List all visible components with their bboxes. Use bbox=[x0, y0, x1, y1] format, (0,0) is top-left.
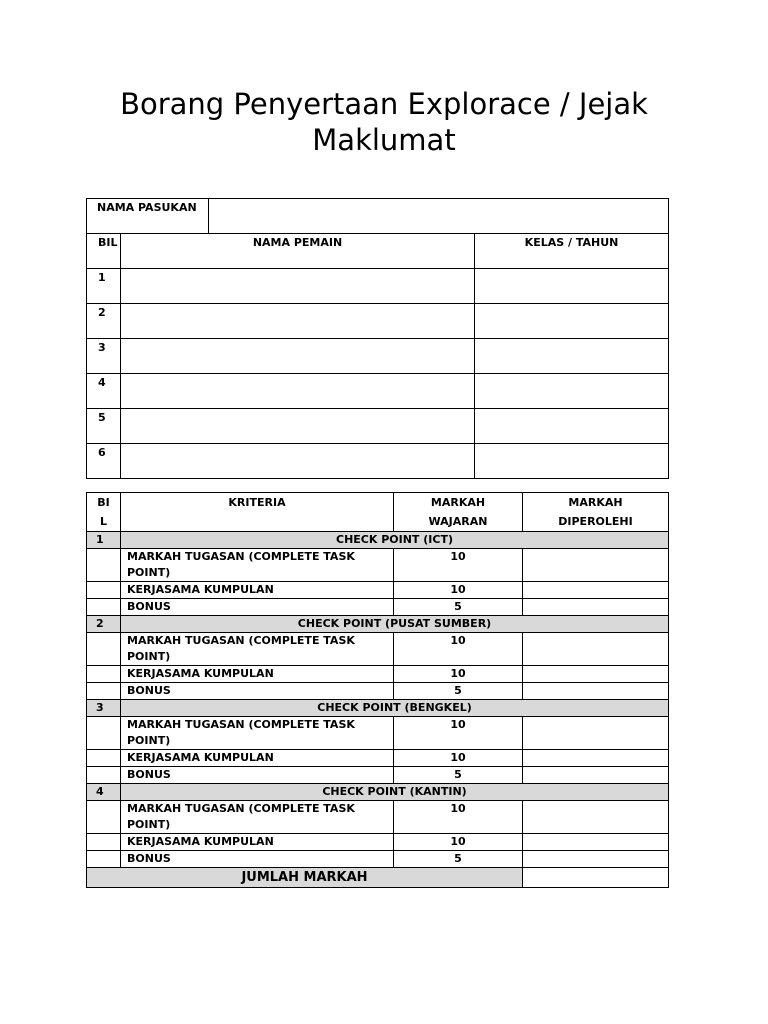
obtained-score-field[interactable] bbox=[523, 750, 669, 767]
score-table bbox=[86, 492, 669, 888]
class-year-field[interactable] bbox=[475, 304, 669, 339]
team-member-number: 5 bbox=[87, 409, 121, 444]
weight-value: 10 bbox=[394, 633, 523, 666]
team-table bbox=[86, 198, 669, 479]
criteria-label: BONUS bbox=[121, 851, 394, 868]
team-name-label: NAMA PASUKAN bbox=[87, 199, 209, 234]
criteria-row bbox=[87, 666, 669, 683]
criteria-blank-cell bbox=[87, 767, 121, 784]
criteria-row bbox=[87, 582, 669, 599]
player-name-field[interactable] bbox=[121, 444, 475, 479]
bil-line1: BI bbox=[97, 496, 110, 509]
checkpoint-number: 3 bbox=[87, 700, 121, 717]
weight-header-line2: WAJARAN bbox=[428, 515, 488, 528]
obtained-header-line2: DIPEROLEHI bbox=[558, 515, 633, 528]
criteria-blank-cell bbox=[87, 851, 121, 868]
criteria-blank-cell bbox=[87, 599, 121, 616]
criteria-label: BONUS bbox=[121, 767, 394, 784]
player-name-field[interactable] bbox=[121, 304, 475, 339]
weight-value: 10 bbox=[394, 717, 523, 750]
class-year-field[interactable] bbox=[475, 444, 669, 479]
criteria-label: MARKAH TUGASAN (COMPLETE TASK POINT) bbox=[121, 633, 394, 666]
checkpoint-name: CHECK POINT (PUSAT SUMBER) bbox=[121, 616, 669, 633]
team-name-row bbox=[87, 199, 669, 234]
team-header-row bbox=[87, 234, 669, 269]
score-header-row bbox=[87, 493, 669, 532]
criteria-blank-cell bbox=[87, 582, 121, 599]
criteria-label: BONUS bbox=[121, 683, 394, 700]
obtained-score-field[interactable] bbox=[523, 851, 669, 868]
team-member-number: 3 bbox=[87, 339, 121, 374]
criteria-blank-cell bbox=[87, 633, 121, 666]
weight-value: 10 bbox=[394, 834, 523, 851]
criteria-row bbox=[87, 851, 669, 868]
checkpoint-row bbox=[87, 784, 669, 801]
team-member-number: 6 bbox=[87, 444, 121, 479]
team-member-row bbox=[87, 339, 669, 374]
obtained-score-field[interactable] bbox=[523, 683, 669, 700]
class-year-field[interactable] bbox=[475, 269, 669, 304]
player-name-field[interactable] bbox=[121, 409, 475, 444]
weight-value: 5 bbox=[394, 767, 523, 784]
criteria-blank-cell bbox=[87, 717, 121, 750]
checkpoint-row bbox=[87, 616, 669, 633]
bil-line2: L bbox=[99, 515, 107, 528]
weight-header bbox=[394, 493, 523, 532]
criteria-label: KERJASAMA KUMPULAN bbox=[121, 834, 394, 851]
weight-value: 5 bbox=[394, 599, 523, 616]
criteria-row bbox=[87, 834, 669, 851]
obtained-score-field[interactable] bbox=[523, 633, 669, 666]
checkpoint-name: CHECK POINT (ICT) bbox=[121, 532, 669, 549]
player-name-field[interactable] bbox=[121, 269, 475, 304]
checkpoint-row bbox=[87, 532, 669, 549]
obtained-header-line1: MARKAH bbox=[568, 496, 623, 509]
weight-value: 10 bbox=[394, 750, 523, 767]
criteria-label: BONUS bbox=[121, 599, 394, 616]
criteria-row bbox=[87, 767, 669, 784]
total-row bbox=[87, 868, 669, 888]
obtained-score-field[interactable] bbox=[523, 801, 669, 834]
score-bil-header bbox=[87, 493, 121, 532]
class-year-header: KELAS / TAHUN bbox=[475, 234, 669, 269]
obtained-score-field[interactable] bbox=[523, 582, 669, 599]
checkpoint-name: CHECK POINT (BENGKEL) bbox=[121, 700, 669, 717]
criteria-label: MARKAH TUGASAN (COMPLETE TASK POINT) bbox=[121, 717, 394, 750]
criteria-blank-cell bbox=[87, 801, 121, 834]
criteria-row bbox=[87, 801, 669, 834]
criteria-blank-cell bbox=[87, 750, 121, 767]
team-name-field[interactable] bbox=[209, 199, 669, 234]
class-year-field[interactable] bbox=[475, 339, 669, 374]
checkpoint-name: CHECK POINT (KANTIN) bbox=[121, 784, 669, 801]
class-year-field[interactable] bbox=[475, 409, 669, 444]
criteria-label: KERJASAMA KUMPULAN bbox=[121, 666, 394, 683]
team-member-row bbox=[87, 304, 669, 339]
obtained-score-field[interactable] bbox=[523, 666, 669, 683]
criteria-row bbox=[87, 717, 669, 750]
criteria-row bbox=[87, 549, 669, 582]
obtained-score-field[interactable] bbox=[523, 549, 669, 582]
team-member-number: 2 bbox=[87, 304, 121, 339]
obtained-score-field[interactable] bbox=[523, 834, 669, 851]
page-title: Borang Penyertaan Explorace / Jejak Maklumat bbox=[120, 87, 648, 157]
bil-header: BIL bbox=[87, 234, 121, 269]
checkpoint-number: 1 bbox=[87, 532, 121, 549]
team-member-row bbox=[87, 269, 669, 304]
weight-value: 10 bbox=[394, 582, 523, 599]
criteria-label: KERJASAMA KUMPULAN bbox=[121, 750, 394, 767]
player-name-header: NAMA PEMAIN bbox=[121, 234, 475, 269]
criteria-label: MARKAH TUGASAN (COMPLETE TASK POINT) bbox=[121, 549, 394, 582]
criteria-blank-cell bbox=[87, 683, 121, 700]
weight-value: 5 bbox=[394, 683, 523, 700]
team-member-number: 1 bbox=[87, 269, 121, 304]
criteria-row bbox=[87, 750, 669, 767]
class-year-field[interactable] bbox=[475, 374, 669, 409]
obtained-score-field[interactable] bbox=[523, 767, 669, 784]
weight-value: 5 bbox=[394, 851, 523, 868]
weight-value: 10 bbox=[394, 666, 523, 683]
weight-header-line1: MARKAH bbox=[430, 496, 486, 509]
player-name-field[interactable] bbox=[121, 374, 475, 409]
criteria-header: KRITERIA bbox=[121, 493, 394, 532]
checkpoint-row bbox=[87, 700, 669, 717]
criteria-blank-cell bbox=[87, 549, 121, 582]
obtained-score-field[interactable] bbox=[523, 717, 669, 750]
weight-value: 10 bbox=[394, 549, 523, 582]
checkpoint-number: 4 bbox=[87, 784, 121, 801]
weight-value: 10 bbox=[394, 801, 523, 834]
player-name-field[interactable] bbox=[121, 339, 475, 374]
obtained-score-field[interactable] bbox=[523, 599, 669, 616]
team-member-row bbox=[87, 444, 669, 479]
criteria-label: MARKAH TUGASAN (COMPLETE TASK POINT) bbox=[121, 801, 394, 834]
checkpoint-number: 2 bbox=[87, 616, 121, 633]
criteria-row bbox=[87, 599, 669, 616]
criteria-row bbox=[87, 683, 669, 700]
criteria-blank-cell bbox=[87, 666, 121, 683]
criteria-label: KERJASAMA KUMPULAN bbox=[121, 582, 394, 599]
total-label: JUMLAH MARKAH bbox=[87, 868, 523, 888]
obtained-header bbox=[523, 493, 669, 532]
team-member-number: 4 bbox=[87, 374, 121, 409]
team-member-row bbox=[87, 409, 669, 444]
criteria-row bbox=[87, 633, 669, 666]
criteria-blank-cell bbox=[87, 834, 121, 851]
team-member-row bbox=[87, 374, 669, 409]
total-value-field[interactable] bbox=[523, 868, 669, 888]
